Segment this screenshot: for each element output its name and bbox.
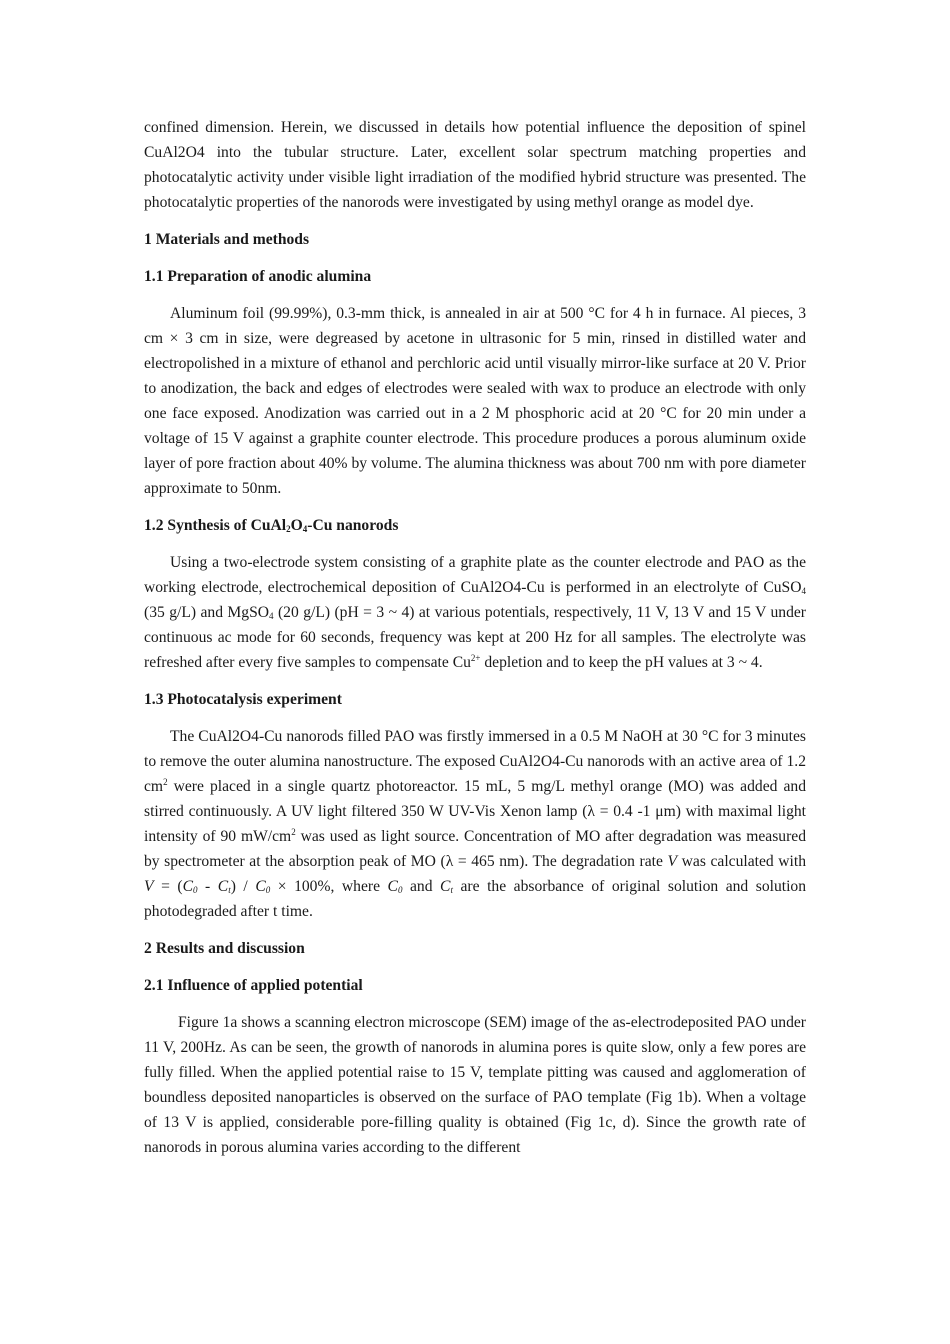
paragraph-synthesis: Using a two-electrode system consisting of a graphite plate as the counter electrode and PAO as the working electrode, electrochemical deposition of CuAl2O4-Cu is performed in an electrolyte of CuSO$_4$ (35 g/L) and MgSO$_4$ (20 g/L) (pH = 3 ~ 4) at various potentials, respectively, 11 V, 13 V and 15 V under continuous ac mode for 60 seconds, frequency was kept at 200 Hz for all samples. The electrolyte was refreshed after every five samples to compensate $Cu^{2+}$ depletion and to keep the pH values at 3 ~ 4. (144, 554, 806, 671)
section-heading-materials-methods: 1 Materials and methods (144, 231, 310, 248)
subsection-heading-anodic-alumina: 1.1 Preparation of anodic alumina (144, 268, 372, 285)
paragraph-photocatalysis: The CuAl2O4-Cu nanorods filled PAO was firstly immersed in a 0.5 M NaOH at 30 °C for 3 minutes to remove the outer alumina nanostructure. The exposed CuAl2O4-Cu nanorods with an active area of 1.2 $cm^2$ were placed in a single quartz photoreactor. 15 mL, 5 mg/L methyl orange (MO) was added and stirred continuously. A UV light filtered 350 W UV-Vis Xenon lamp (λ = 0.4 -1 μm) with maximal light intensity of 90 $mW/cm^2$ was used as light source. Concentration of MO after degradation was measured by spectrometer at the absorption peak of MO (λ = 465 nm). The degradation rate V was calculated with $V = (C_0 - C_t) / C_0 \times 100\%$, where $C_0$ and $C_t$ are the absorbance of original solution and solution photodegraded after t time. (144, 728, 807, 920)
section-heading-results-discussion: 2 Results and discussion (144, 940, 305, 957)
paragraph-applied-potential: Figure 1a shows a scanning electron microscope (SEM) image of the as-electrodeposited PAO under 11 V, 200Hz. As can be seen, the growth of nanorods in alumina pores is quite slow, only a few pores are fully filled. When the applied potential raise to 15 V, template pitting was caused and agglomeration of boundless deposited nanoparticles is observed on the surface of PAO template (Fig 1b). When a voltage of 13 V is applied, considerable pore-filling quality is obtained (Fig 1c, d). Since the growth rate of nanorods in porous alumina varies according to the different (144, 1014, 806, 1156)
paragraph-anodic-alumina: Aluminum foil (99.99%), 0.3-mm thick, is annealed in air at 500 °C for 4 h in furnace. Al pieces, 3 cm × 3 cm in size, were degreased by acetone in ultrasonic for 5 min, rinsed in distilled water and electropolished in a mixture of ethanol and perchloric acid until visually mirror-like surface at 20 V. Prior to anodization, the back and edges of electrodes were sealed with wax to produce an electrode with only one face exposed. Anodization was carried out in a 2 M phosphoric acid at 20 °C for 20 min under a voltage of 15 V against a graphite counter electrode. This procedure produces a porous aluminum oxide layer of pore fraction about 40% by volume. The alumina thickness was about 700 nm with pore diameter approximate to 50nm. (144, 305, 806, 497)
document-page (144, 115, 806, 1172)
subsection-heading-applied-potential: 2.1 Influence of applied potential (144, 977, 363, 994)
intro-paragraph: confined dimension. Herein, we discussed in details how potential influence the deposition of spinel CuAl2O4 into the tubular structure. Later, excellent solar spectrum matching properties and photocatalytic activity under visible light irradiation of the modified hybrid structure was presented. The photocatalytic properties of the nanorods were investigated by using methyl orange as model dye. (144, 119, 806, 211)
subsection-heading-synthesis: 1.2 Synthesis of $CuAl_2O_4-Cu$ nanorods (144, 517, 399, 534)
subsection-heading-photocatalysis: 1.3 Photocatalysis experiment (144, 691, 342, 708)
